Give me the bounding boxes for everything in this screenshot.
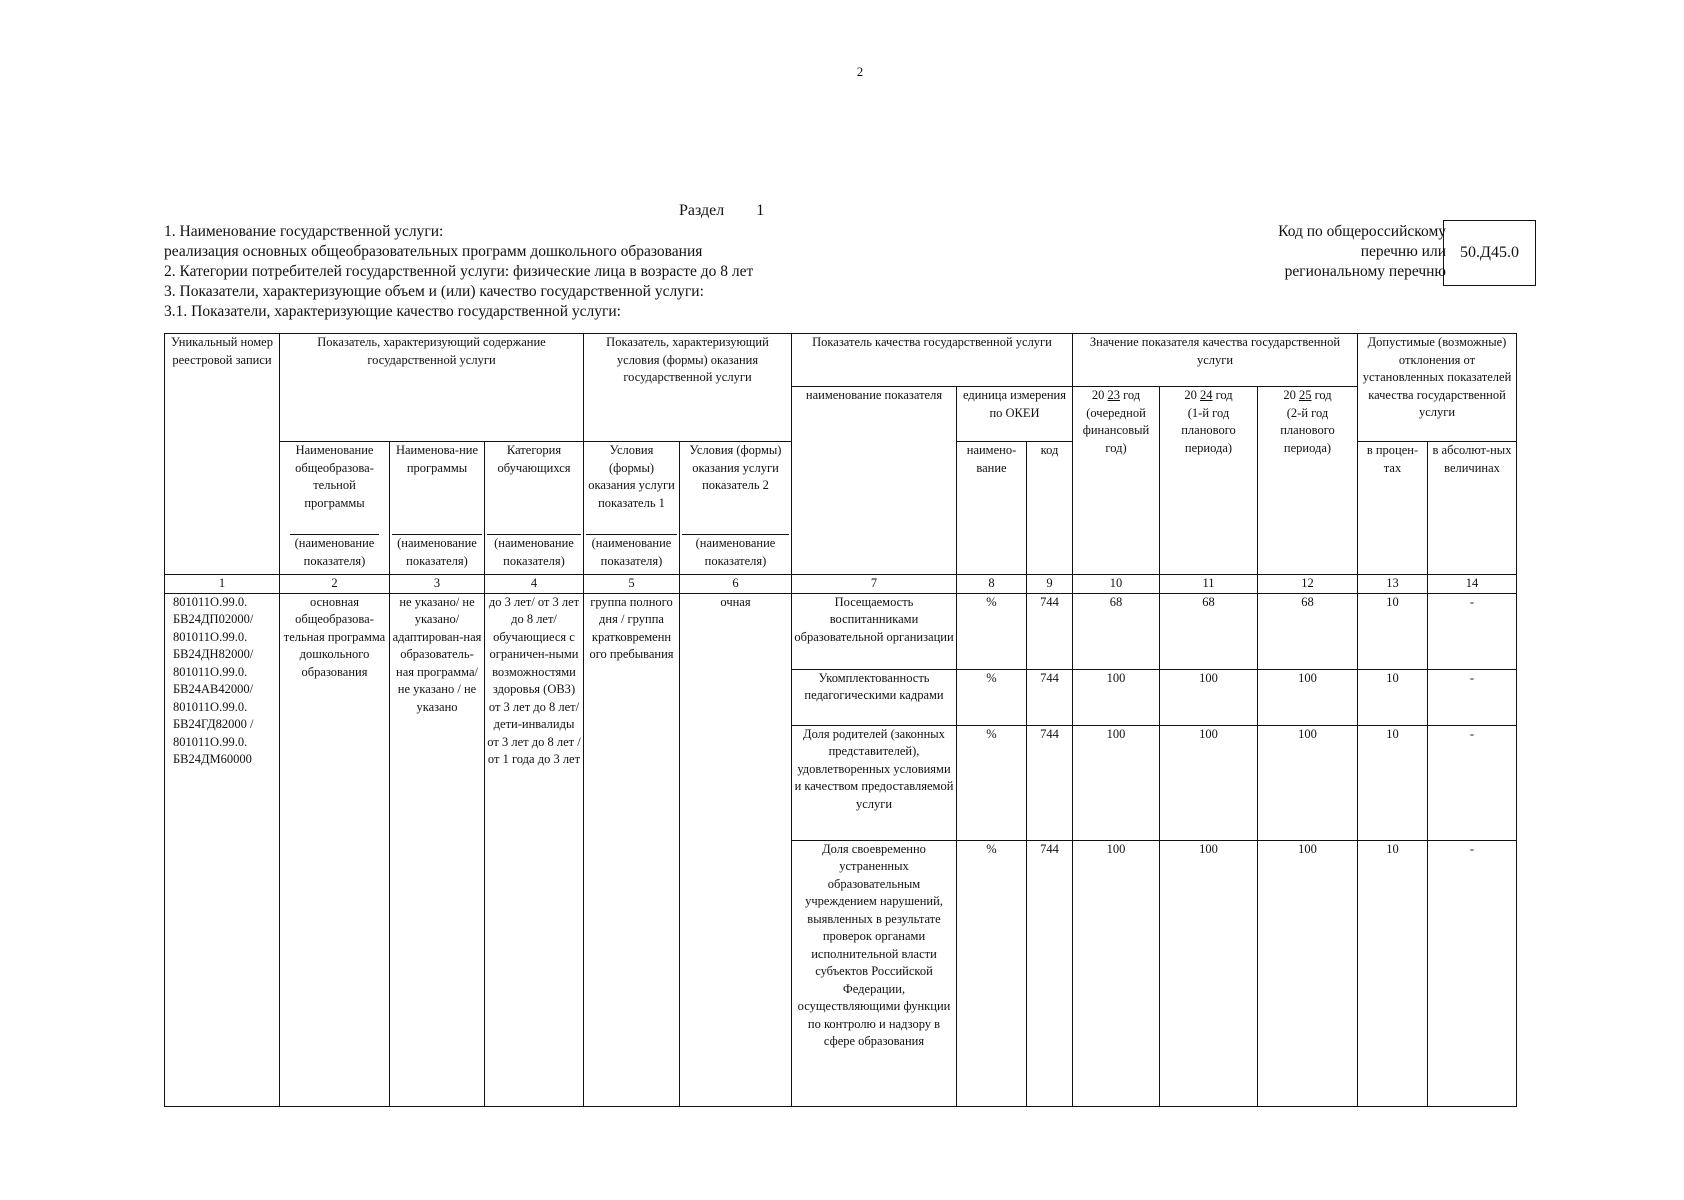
indicator-deviation-absolute: - [1428,669,1517,725]
header-unit-name: наимено-вание [957,442,1027,575]
indicator-deviation-absolute: - [1428,725,1517,840]
column-number: 10 [1073,575,1160,594]
code-label-line: Код по общероссийскому [1278,223,1446,240]
record-condition-2: очная [680,593,792,1106]
header-content: Показатель, характеризующий содержание государственной услуги [280,334,584,387]
page-number: 2 [856,64,864,79]
subheader-category: Категория обучающихся (наименование показателя) [485,442,584,575]
indicator-year-3: 100 [1258,725,1358,840]
indicator-unit: % [957,593,1027,669]
indicator-deviation-absolute: - [1428,593,1517,669]
registry-code-label [1215,222,1445,288]
indicator-year-1: 100 [1073,840,1160,1106]
indicator-unit: % [957,840,1027,1106]
section-number: 1 [756,202,765,219]
section-label: Раздел [679,202,725,219]
section-title [679,202,764,220]
column-number: 2 [280,575,390,594]
section-header [164,222,753,322]
indicator-name: Доля родителей (законных представителей), удовлетворенных условиями и качеством предоставляемой услуги [792,725,957,840]
header-deviation: Допустимые (возможные) отклонения от установленных показателей качества государственной услуги [1358,334,1517,442]
indicator-code: 744 [1027,669,1073,725]
column-number: 13 [1358,575,1428,594]
column-number: 12 [1258,575,1358,594]
indicator-year-3: 68 [1258,593,1358,669]
code-label-line: перечню или [1360,243,1446,260]
record-unique-number: 801011О.99.0. БВ24ДП02000/ 801011О.99.0. БВ24ДН82000/ 801011О.99.0. БВ24АВ42000/ 801011О.99.0. БВ24ГД82000 / 801011О.99.0. БВ24ДМ60000 [165,593,280,1106]
indicator-unit: % [957,725,1027,840]
record-category: до 3 лет/ от 3 лет до 8 лет/ обучающиеся с ограничен-ными возможностями здоровья (ОВЗ) от 3 лет до 8 лет/дети-инвалиды от 3 лет до 8 лет / от 1 года до 3 лет [485,593,584,1106]
header-line: 3. Показатели, характеризующие объем и (или) качество государственной услуги: [164,283,704,300]
subheader-program-type: Наименование общеобразова-тельной программы (наименование показателя) [280,442,390,575]
column-number: 8 [957,575,1027,594]
spacer [584,387,792,442]
subheader-condition-1: Условия (формы) оказания услуги показатель 1 (наименование показателя) [584,442,680,575]
header-value: Значение показателя качества государственной услуги [1073,334,1358,387]
table-row [165,593,1517,669]
indicator-year-2: 100 [1160,725,1258,840]
indicator-deviation-percent: 10 [1358,840,1428,1106]
indicator-code: 744 [1027,593,1073,669]
header-unique-number: Уникальный номер реестровой записи [165,334,280,575]
spacer [280,387,584,442]
header-quality: Показатель качества государственной услуги [792,334,1073,387]
indicator-name: Доля своевременно устраненных образовательным учреждением нарушений, выявленных в результате проверок органами исполнительной власти субъектов Российской Федерации, осуществляющими функции по контролю и надзору в сфере образования [792,840,957,1106]
header-indicator-name: наименование показателя [792,387,957,575]
indicator-name: Укомплектованность педагогическими кадрами [792,669,957,725]
column-number: 9 [1027,575,1073,594]
header-year-3: 20 25 год (2-й год планового периода) [1258,387,1358,575]
subheader-condition-2: Условия (формы) оказания услуги показатель 2 (наименование показателя) [680,442,792,575]
header-unit-code: код [1027,442,1073,575]
header-line: 1. Наименование государственной услуги: [164,223,444,240]
indicator-deviation-percent: 10 [1358,669,1428,725]
column-number: 1 [165,575,280,594]
indicator-year-2: 100 [1160,840,1258,1106]
column-number: 3 [390,575,485,594]
header-percent: в процен-тах [1358,442,1428,575]
indicator-unit: % [957,669,1027,725]
subheader-program-name: Наименова-ние программы (наименование показателя) [390,442,485,575]
indicator-year-1: 100 [1073,725,1160,840]
header-line: 2. Категории потребителей государственной услуги: физические лица в возрасте до 8 лет [164,263,754,280]
column-number: 14 [1428,575,1517,594]
indicator-year-1: 68 [1073,593,1160,669]
record-program-type: основная общеобразова-тельная программа дошкольного образования [280,593,390,1106]
indicators-grid [164,333,1517,1107]
indicator-deviation-absolute: - [1428,840,1517,1106]
indicator-year-2: 100 [1160,669,1258,725]
structured-table-overlay [164,333,1531,1107]
indicator-year-3: 100 [1258,840,1358,1106]
indicator-year-1: 100 [1073,669,1160,725]
header-line: реализация основных общеобразовательных программ дошкольного образования [164,243,703,260]
indicator-deviation-percent: 10 [1358,593,1428,669]
column-number: 4 [485,575,584,594]
record-program-name: не указано/ не указано/ адаптирован-ная образователь-ная программа/ не указано / не указано [390,593,485,1106]
indicator-code: 744 [1027,725,1073,840]
column-number: 6 [680,575,792,594]
header-year-2: 20 24 год (1-й год планового периода) [1160,387,1258,575]
column-number: 7 [792,575,957,594]
header-unit: единица измерения по ОКЕИ [957,387,1073,442]
record-condition-1: группа полного дня / группа кратковременн ого пребывания [584,593,680,1106]
header-absolute: в абсолют-ных величинах [1428,442,1517,575]
indicator-year-3: 100 [1258,669,1358,725]
header-line: 3.1. Показатели, характеризующие качество государственной услуги: [164,303,621,320]
indicator-code: 744 [1027,840,1073,1106]
code-label-line: региональному перечню [1284,263,1446,280]
column-number: 11 [1160,575,1258,594]
indicator-year-2: 68 [1160,593,1258,669]
header-conditions: Показатель, характеризующий условия (формы) оказания государственной услуги [584,334,792,387]
column-number: 5 [584,575,680,594]
header-year-1: 20 23 год (очередной финансовый год) [1073,387,1160,575]
registry-code-value: 50.Д45.0 [1443,220,1536,286]
indicator-name: Посещаемость воспитанниками образовательной организации [792,593,957,669]
indicator-deviation-percent: 10 [1358,725,1428,840]
